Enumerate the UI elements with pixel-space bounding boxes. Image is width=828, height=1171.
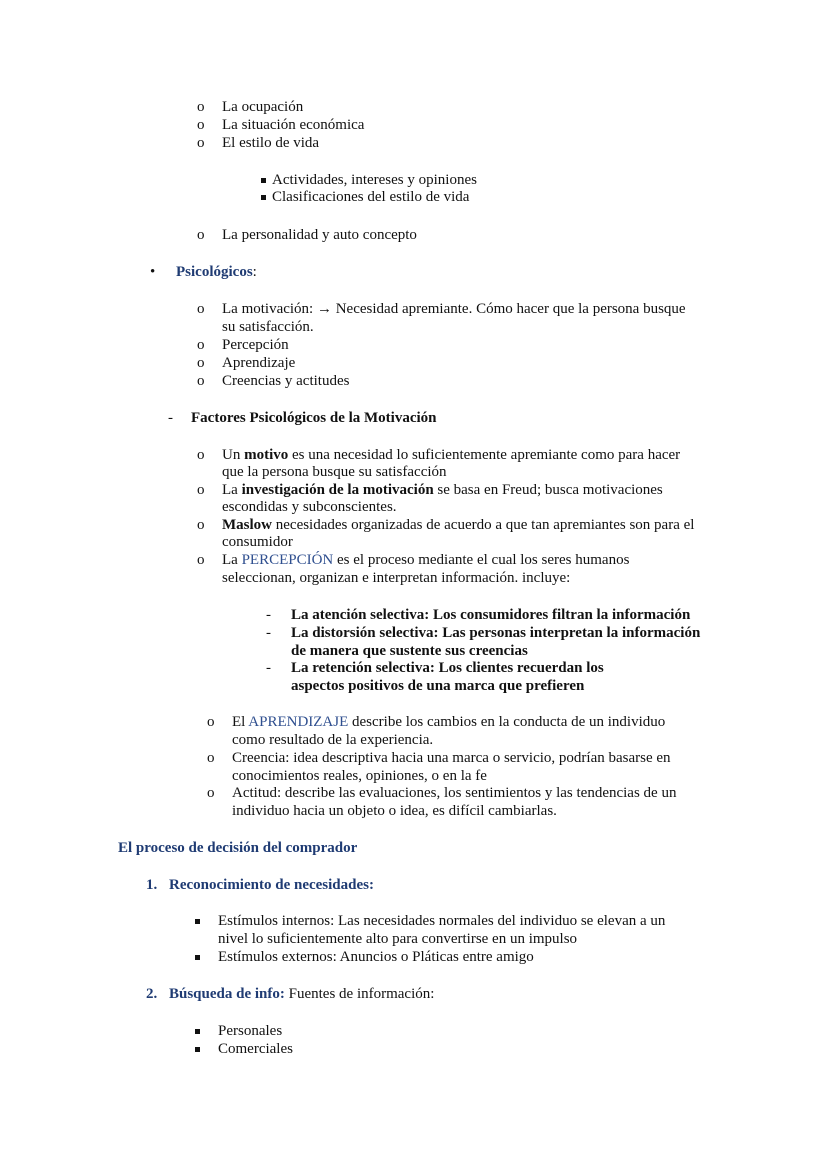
colon: : [252, 264, 257, 280]
list-item: Creencia: idea descriptiva hacia una marca o servicio, podrían basarse en [232, 750, 671, 766]
circle-bullet: o [197, 117, 205, 133]
circle-bullet: o [197, 227, 205, 243]
list-item-cont: nivel lo suficientemente alto para convertirse en un impulso [218, 931, 578, 947]
list-item: La personalidad y auto concepto [222, 227, 417, 243]
heading-text: Psicológicos [176, 264, 253, 280]
list-item: El estilo de vida [222, 135, 320, 151]
list-item: Creencias y actitudes [222, 373, 350, 389]
list-item: Actividades, intereses y opiniones [272, 172, 477, 188]
text: Un [222, 447, 245, 463]
step-heading [169, 985, 434, 1003]
dash-bullet: - [266, 607, 271, 623]
text: El [232, 714, 249, 730]
circle-bullet: o [197, 301, 205, 317]
list-item: Estímulos externos: Anuncios o Pláticas entre amigo [218, 949, 534, 965]
dash-bullet: - [266, 625, 271, 641]
circle-bullet: o [197, 552, 205, 568]
circle-bullet: o [197, 337, 205, 353]
circle-bullet: o [197, 135, 205, 151]
list-item [222, 551, 629, 569]
list-item-cont: como resultado de la experiencia. [232, 732, 434, 748]
square-bullet-icon [195, 1047, 200, 1052]
list-item: La ocupación [222, 99, 304, 115]
list-item [222, 446, 680, 464]
heading-factores: Factores Psicológicos de la Motivación [191, 410, 437, 426]
list-item: La atención selectiva: Los consumidores filtran la información [291, 607, 691, 623]
list-item: Aprendizaje [222, 355, 296, 371]
list-item: La distorsión selectiva: Las personas interpretan la información [291, 625, 701, 641]
square-bullet-icon [261, 178, 266, 183]
step-heading: Reconocimiento de necesidades: [169, 877, 374, 893]
list-item-cont: conocimientos reales, opiniones, o en la fe [232, 768, 487, 784]
text: es el proceso mediante el cual los seres humanos [333, 552, 630, 568]
list-item [222, 516, 694, 534]
text: La [222, 482, 242, 498]
list-item: La retención selectiva: Los clientes recuerdan los [291, 660, 604, 676]
list-item: La motivación: → Necesidad apremiante. Cómo hacer que la persona busque [222, 301, 686, 317]
text: necesidades organizadas de acuerdo a que tan apremiantes son para el [272, 517, 695, 533]
list-item: Personales [218, 1023, 283, 1039]
list-item-cont: que la persona busque su satisfacción [222, 464, 447, 480]
dash-bullet: - [168, 410, 173, 426]
number-marker: 2. [146, 986, 158, 1002]
list-item-cont: seleccionan, organizan e interpretan información. incluye: [222, 570, 571, 586]
list-item: Percepción [222, 337, 289, 353]
list-item [232, 713, 665, 731]
key-term: APRENDIZAJE [248, 714, 349, 730]
text: Fuentes de información: [284, 986, 435, 1002]
list-item-cont: de manera que sustente sus creencias [291, 643, 528, 659]
text: es una necesidad lo suficientemente apremiante como para hacer [288, 447, 681, 463]
square-bullet-icon [195, 955, 200, 960]
list-item-cont: su satisfacción. [222, 319, 314, 335]
square-bullet-icon [195, 1029, 200, 1034]
circle-bullet: o [207, 785, 215, 801]
circle-bullet: o [197, 517, 205, 533]
list-item-cont: escondidas y subconscientes. [222, 499, 397, 515]
list-item-cont: aspectos positivos de una marca que prefieren [291, 678, 585, 694]
circle-bullet: o [197, 355, 205, 371]
list-item-cont: individuo hacia un objeto o idea, es difícil cambiarlas. [232, 803, 557, 819]
bold-text: motivo [244, 447, 289, 463]
number-marker: 1. [146, 877, 158, 893]
heading-proceso: El proceso de decisión del comprador [118, 840, 358, 856]
circle-bullet: o [207, 750, 215, 766]
list-item: Comerciales [218, 1041, 293, 1057]
circle-bullet: o [207, 714, 215, 730]
heading-psicologicos [176, 263, 257, 281]
text: se basa en Freud; busca motivaciones [433, 482, 663, 498]
key-term: PERCEPCIÓN [241, 552, 334, 568]
circle-bullet: o [197, 99, 205, 115]
text: La [222, 552, 242, 568]
bold-text: Búsqueda de info: [169, 986, 285, 1002]
text: describe los cambios en la conducta de un individuo [348, 714, 666, 730]
circle-bullet: o [197, 373, 205, 389]
list-item: La situación económica [222, 117, 365, 133]
dot-bullet: • [150, 264, 156, 280]
list-item: Clasificaciones del estilo de vida [272, 189, 470, 205]
circle-bullet: o [197, 482, 205, 498]
list-item: Actitud: describe las evaluaciones, los sentimientos y las tendencias de un [232, 785, 677, 801]
square-bullet-icon [261, 195, 266, 200]
circle-bullet: o [197, 447, 205, 463]
bold-text: investigación de la motivación [241, 482, 434, 498]
list-item-cont: consumidor [222, 534, 293, 550]
square-bullet-icon [195, 919, 200, 924]
list-item: Estímulos internos: Las necesidades normales del individuo se elevan a un [218, 913, 666, 929]
list-item [222, 481, 663, 499]
dash-bullet: - [266, 660, 271, 676]
bold-text: Maslow [222, 517, 272, 533]
